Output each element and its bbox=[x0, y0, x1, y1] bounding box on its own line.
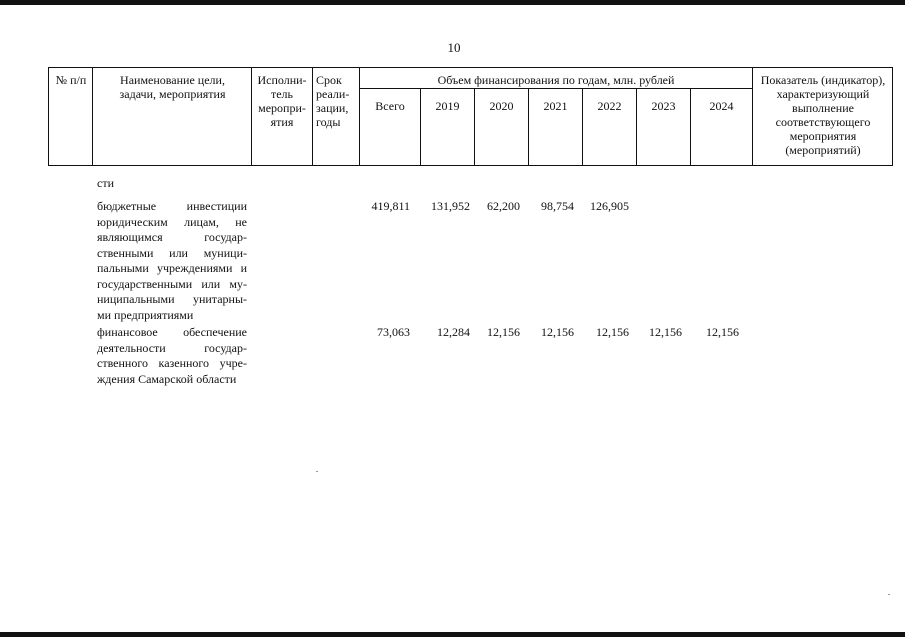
header-year-2020: 2020 bbox=[489, 99, 514, 113]
row2-2022: 12,156 bbox=[596, 325, 629, 339]
header-total: Всего bbox=[375, 99, 405, 113]
header-year-2024: 2024 bbox=[709, 99, 734, 113]
header-name: Наименование цели, задачи, мероприятия bbox=[119, 73, 226, 101]
header-year-2019: 2019 bbox=[435, 99, 460, 113]
row1-2022: 126,905 bbox=[590, 199, 629, 213]
col-divider-executor bbox=[312, 67, 313, 166]
row1-2020: 62,200 bbox=[487, 199, 520, 213]
row2-2020: 12,156 bbox=[487, 325, 520, 339]
header-year-2021: 2021 bbox=[543, 99, 568, 113]
funding-subheader-rule bbox=[359, 88, 752, 89]
top-border-rule bbox=[0, 0, 905, 5]
header-indicator: Показатель (индикатор), характеризующий выполнение соответствующего мероприятия (мероприятий) bbox=[760, 73, 886, 157]
header-num: № п/п bbox=[55, 73, 87, 87]
row1-2019: 131,952 bbox=[431, 199, 470, 213]
row-description: бюджетные инвестиции юридическим лицам, не являющимся государ- ственными или муници- пальными учреждениями и государственными или му- ниципальными унитарны- ми предприятиями bbox=[97, 199, 247, 322]
row-description: финансовое обеспечение деятельности государ- ственного казенного учре- ждения Самарской области bbox=[97, 325, 247, 386]
page-number: 10 bbox=[447, 40, 461, 55]
row2-total: 73,063 bbox=[377, 325, 410, 339]
header-year-2022: 2022 bbox=[597, 99, 622, 113]
row2-2021: 12,156 bbox=[541, 325, 574, 339]
header-executor: Исполни- тель меропри- ятия bbox=[257, 73, 307, 129]
row1-total: 419,811 bbox=[371, 199, 410, 213]
row2-2019: 12,284 bbox=[437, 325, 470, 339]
row1-2021: 98,754 bbox=[541, 199, 574, 213]
col-divider-num bbox=[92, 67, 93, 166]
header-term: Срок реали- зации, годы bbox=[316, 73, 350, 129]
bottom-border-rule bbox=[0, 632, 905, 637]
header-year-2023: 2023 bbox=[651, 99, 676, 113]
scan-speck bbox=[888, 594, 890, 595]
scan-speck bbox=[316, 471, 318, 472]
header-funding: Объем финансирования по годам, млн. рублей bbox=[437, 73, 675, 87]
continuation-text: сти bbox=[97, 176, 114, 190]
row2-2023: 12,156 bbox=[649, 325, 682, 339]
row2-2024: 12,156 bbox=[706, 325, 739, 339]
